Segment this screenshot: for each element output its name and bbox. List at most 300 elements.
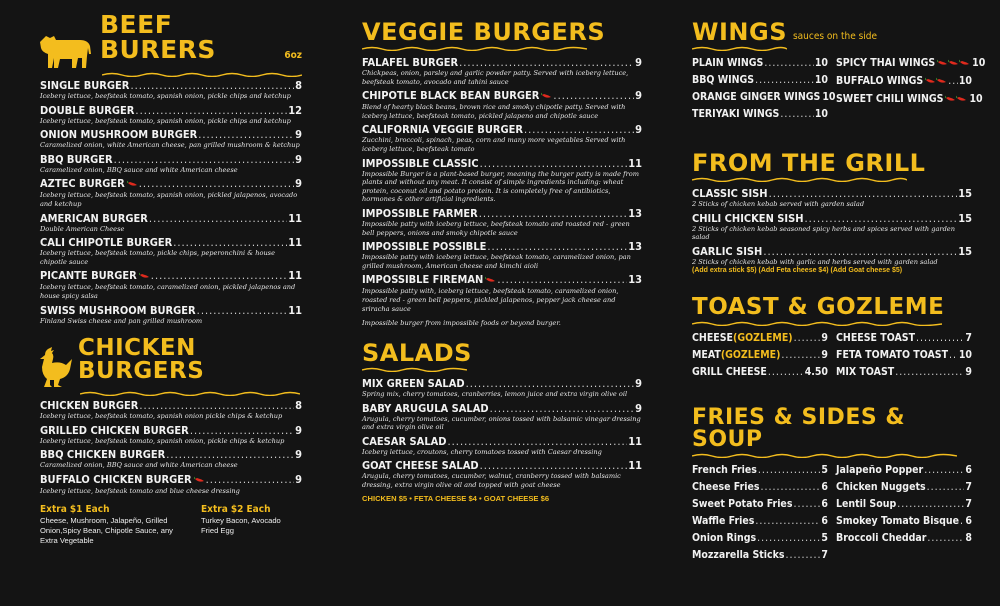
- menu-item-dots: [139, 400, 294, 412]
- menu-item-description: Iceberg lettuce, beefsteak tomato, caramelized onion, pickled jalapenos and house spicy salsa: [40, 283, 296, 300]
- menu-item-price: 11: [288, 236, 302, 250]
- chili-pepper-icon: [139, 271, 150, 283]
- menu-item-row: [40, 105, 302, 117]
- chili-pepper-icon: [945, 94, 967, 106]
- menu-item-row: [836, 93, 983, 106]
- menu-item-price: 9: [635, 401, 642, 415]
- menu-item-dots: [149, 213, 287, 225]
- menu-item-price: 9: [295, 472, 302, 486]
- wings-list: [692, 57, 986, 125]
- menu-item: [362, 460, 642, 489]
- menu-item-name: Onion Rings: [692, 532, 757, 545]
- menu-item: [692, 108, 828, 120]
- menu-item-name: DOUBLE BURGER: [40, 103, 135, 117]
- menu-item-row: [362, 274, 642, 287]
- menu-item: [692, 515, 828, 527]
- menu-item-dots: [769, 188, 958, 200]
- menu-item-dots: [761, 481, 821, 493]
- menu-item-dots: [916, 332, 964, 344]
- menu-item-name: Jalapeño Popper: [836, 464, 924, 477]
- menu-item-row: [692, 188, 972, 200]
- menu-item-dots: [924, 464, 964, 476]
- chili-pepper-icon: [485, 275, 496, 287]
- menu-item-price: 9: [821, 332, 828, 345]
- menu-item-name: CLASSIC SISH: [692, 187, 768, 200]
- salads-header: [362, 339, 642, 368]
- veggie-list: [362, 57, 642, 313]
- chili-pepper-icon: [194, 476, 205, 483]
- menu-item: [40, 425, 302, 446]
- menu-item-description: Double American Cheese: [40, 224, 125, 233]
- menu-item-row: [692, 532, 828, 544]
- wings-right: [836, 57, 986, 125]
- menu-item-name: PICANTE BURGER: [40, 269, 137, 283]
- menu-item-row: [692, 549, 828, 561]
- chili-pepper-icon: [948, 59, 959, 66]
- menu-item-price: 11: [628, 434, 642, 448]
- menu-item-tag: (GOZLEME): [733, 332, 793, 345]
- fries-title: FRIES & SIDES & SOUP: [692, 405, 906, 453]
- menu-item: [40, 129, 302, 150]
- menu-item-dots: [487, 241, 627, 253]
- menu-item-price: 10: [958, 75, 972, 87]
- menu-item-dots: [758, 464, 821, 476]
- menu-item: [40, 154, 302, 175]
- menu-item-price: 9: [295, 128, 302, 142]
- menu-item-row: [362, 158, 642, 170]
- menu-item-dots: [781, 349, 820, 361]
- menu-item-description: Caramelized onion, BBQ sauce and white American cheese: [40, 461, 238, 470]
- menu-item-description: Iceberg lettuce, beefsteak tomato, spanish onion pickle chips & ketchup: [40, 412, 283, 421]
- menu-item: [692, 74, 828, 86]
- menu-item: [836, 532, 972, 544]
- menu-item-price: 6: [965, 464, 972, 477]
- extra-2-block: [201, 504, 296, 546]
- menu-item-dots: [448, 436, 628, 448]
- chili-pepper-icon: [925, 76, 947, 88]
- chili-pepper-icon: [956, 95, 967, 102]
- menu-item-row: [692, 57, 828, 69]
- menu-item-name: IMPOSSIBLE FIREMAN: [362, 273, 484, 287]
- menu-item-row: [836, 366, 972, 378]
- menu-item-price: 6: [821, 498, 828, 511]
- menu-item-name: Lentil Soup: [836, 498, 897, 511]
- veggie-header: [362, 20, 642, 44]
- menu-item: [40, 213, 302, 234]
- grill-underline: [692, 177, 972, 182]
- chili-pepper-icon: [945, 95, 956, 102]
- menu-item: [362, 274, 642, 313]
- menu-item-description: Caramelized onion, white American cheese, pan grilled mushroom & ketchup: [40, 141, 300, 150]
- toast-right: [836, 332, 972, 383]
- toast-underline: [692, 321, 972, 326]
- chicken-list: [40, 400, 302, 495]
- menu-item-name: CHICKEN BURGER: [40, 399, 139, 413]
- chicken-underline: [80, 391, 302, 396]
- menu-item-row: [692, 246, 972, 258]
- menu-item-name: AMERICAN BURGER: [40, 211, 148, 225]
- grill-header: [692, 151, 972, 175]
- menu-item-price: 13: [628, 273, 642, 287]
- menu-item-price: 10: [969, 93, 983, 105]
- menu-item: [40, 474, 302, 496]
- menu-item-dots: [151, 270, 287, 282]
- menu-item-description: Iceberg lettuce, beefsteak tomato, spanish onion, pickle chips & ketchup: [40, 436, 285, 445]
- toast-header: [692, 296, 972, 319]
- menu-item-dots: [466, 378, 635, 390]
- menu-item-dots: [479, 208, 628, 220]
- chili-pepper-icon: [541, 92, 552, 99]
- column-right: [692, 0, 986, 566]
- menu-item: [362, 57, 642, 86]
- wings-header: [692, 20, 972, 44]
- menu-item-name: Waffle Fries: [692, 515, 755, 528]
- menu-item-price: 9: [295, 448, 302, 462]
- menu-item: [836, 75, 972, 88]
- veggie-underline: [362, 46, 642, 51]
- menu-item-price: 9: [295, 177, 302, 191]
- menu-item-description: 2 Sticks of chicken kebab served with garden salad: [692, 200, 865, 208]
- menu-item: [836, 498, 972, 510]
- menu-item: [40, 237, 302, 266]
- menu-item-row: [40, 154, 302, 166]
- fries-underline: [692, 453, 972, 458]
- wings-left: [692, 57, 836, 125]
- menu-item-description: Iceberg lettuce, beefsteak tomato, spanish onion, pickle chips and ketchup: [40, 116, 291, 125]
- menu-item-price: 7: [965, 332, 972, 345]
- menu-item: [40, 105, 302, 126]
- menu-item-name: CAESAR SALAD: [362, 434, 447, 448]
- menu-item-description: Caramelized onion, BBQ sauce and white American cheese: [40, 165, 238, 174]
- menu-item-name: IMPOSSIBLE POSSIBLE: [362, 240, 487, 254]
- chili-pepper-icon: [127, 180, 138, 187]
- menu-item-row: [836, 481, 972, 493]
- menu-item-row: [40, 129, 302, 141]
- menu-item-dots: [927, 481, 965, 493]
- menu-item-dots: [173, 237, 287, 249]
- menu-item-description: Finland Swiss cheese and pan grilled mushroom: [40, 316, 203, 325]
- menu-item: [836, 481, 972, 493]
- menu-item-dots: [480, 460, 628, 472]
- menu-item-description: Iceberg lettuce, beefsteak tomato, spanish onion, pickled jalapenos, avocado and ketchup: [40, 191, 298, 208]
- menu-item: [362, 158, 642, 204]
- menu-item-price: 15: [958, 244, 972, 258]
- menu-item-row: [362, 124, 642, 136]
- veggie-note: Impossible burger from impossible foods or beyond burger.: [362, 319, 561, 328]
- menu-item-row: [836, 515, 972, 527]
- menu-item-description: Impossible patty with iceberg lettuce, beefsteak tomato, caramelized onion, pan grilled mushroom, American cheese and kimchi aioli: [362, 253, 631, 270]
- menu-item-price: 15: [958, 211, 972, 225]
- menu-item: [362, 436, 642, 457]
- fries-header: [692, 407, 972, 451]
- salads-title: SALADS: [362, 339, 472, 368]
- menu-item: [836, 93, 983, 106]
- grill-list: [692, 188, 972, 266]
- menu-item-description: Arugula, cherry tomatoes, cucumber, walnut, cranberry tossed with balsamic dressing, extra virgin olive oil and topped with goat cheese: [362, 472, 621, 490]
- menu-item-price: 10: [814, 108, 828, 120]
- menu-item-dots: [553, 90, 634, 102]
- menu-item-dots: [897, 498, 964, 510]
- menu-item-price: 9: [635, 89, 642, 103]
- menu-item: [836, 464, 972, 476]
- menu-item-price: 6: [821, 481, 828, 494]
- menu-item-name: BUFFALO WINGS: [836, 75, 924, 87]
- menu-item-row: [362, 57, 642, 69]
- menu-item-row: [836, 464, 972, 476]
- menu-item-dots: [497, 274, 627, 286]
- beef-size-note: 6oz: [284, 50, 302, 61]
- menu-item-price: 6: [965, 515, 972, 528]
- menu-item-price: 4.50: [804, 366, 828, 379]
- menu-item-row: [362, 208, 642, 220]
- menu-item-name: CHIPOTLE BLACK BEAN BURGER: [362, 89, 540, 103]
- menu-item-description: Blend of hearty black beans, brown rice and smoky chipotle patty. Served with iceberg lettuce, beefsteak tomato, pickled jalapeno and chipotle sauce: [362, 103, 626, 120]
- menu-item-name: GRILL CHEESE: [692, 366, 767, 379]
- salads-underline: [362, 367, 642, 372]
- menu-item-name: BABY ARUGULA SALAD: [362, 401, 489, 415]
- menu-item-description: Iceberg lettuce, croutons, cherry tomatoes tossed with Caesar dressing: [362, 447, 602, 456]
- menu-item-row: [836, 532, 972, 544]
- menu-item-name: BBQ WINGS: [692, 74, 755, 86]
- menu-item-price: 10: [958, 349, 972, 362]
- salads-list: [362, 378, 642, 490]
- menu-item-name: FALAFEL BURGER: [362, 56, 459, 69]
- extra-1-block: [40, 504, 175, 546]
- menu-item-description: Arugula, cherry tomatoes, cucumber, onions tossed with balsamic vinegar dressing and extra virgin olive oil: [362, 414, 641, 432]
- menu-item-name: BBQ BURGER: [40, 152, 113, 166]
- menu-item-description: Spring mix, cherry tomatoes, cranberries, lemon juice and extra virgin olive oil: [362, 390, 628, 399]
- menu-item-dots: [198, 129, 294, 141]
- menu-item-tag: (GOZLEME): [720, 349, 781, 362]
- menu-item-row: [692, 498, 828, 510]
- menu-item-name: ORANGE GINGER WINGS: [692, 91, 821, 103]
- menu-item-dots: [480, 158, 628, 170]
- veggie-title: VEGGIE BURGERS: [362, 18, 606, 46]
- wings-underline: [692, 46, 972, 51]
- menu-item-price: 7: [965, 498, 972, 511]
- extra-1-title: Extra $1 Each: [40, 503, 110, 515]
- beef-header: [38, 12, 302, 70]
- menu-item-description: Chickpeas, onion, parsley and garlic powder patty. Served with iceberg lettuce, beefsteak tomato, avocado and tahini sauce: [362, 69, 629, 86]
- menu-item-name: Mozzarella Sticks: [692, 549, 785, 562]
- chili-pepper-icon: [936, 77, 947, 84]
- extra-1-text: Cheese, Mushroom, Jalapeño, Grilled Onion,Spicy Bean, Chipotle Sauce, any Extra Vegetable: [40, 515, 173, 545]
- menu-item-price: 13: [628, 206, 642, 220]
- menu-item-name: FETA TOMATO TOAST: [836, 349, 949, 362]
- menu-item: [692, 332, 828, 344]
- beef-list: [40, 80, 302, 325]
- menu-item-description: Impossible patty with, iceberg lettuce, beefsteak tomato, caramelized onion, roasted red - green bell peppers, pickled jalapenos, pepper jack cheese and sriracha sauce: [362, 287, 619, 313]
- menu-item-dots: [755, 74, 814, 86]
- menu-item: [692, 91, 836, 103]
- menu-item-dots: [490, 403, 635, 415]
- menu-item-row: [362, 90, 642, 103]
- menu-item-dots: [755, 515, 820, 527]
- menu-item-name: TERIYAKI WINGS: [692, 108, 780, 120]
- menu-item: [836, 332, 972, 344]
- menu-item-row: [362, 436, 642, 448]
- menu-item-dots: [960, 515, 964, 527]
- extra-2-title: Extra $2 Each: [201, 503, 271, 515]
- menu-item-price: 9: [965, 366, 972, 379]
- menu-item-name: MEAT: [692, 349, 721, 362]
- chili-pepper-icon: [937, 59, 948, 66]
- menu-item-name: SWEET CHILI WINGS: [836, 93, 944, 105]
- beef-title: BEEF BURERS: [100, 10, 216, 64]
- menu-item-dots: [135, 105, 287, 117]
- menu-item-price: 11: [288, 269, 302, 283]
- menu-item: [692, 549, 828, 561]
- menu-item-description: Impossible patty with iceberg lettuce, beefsteak tomato and roasted red - green bell peppers, onions and smoky chipotle sauce: [362, 219, 630, 237]
- wings-note: sauces on the side: [792, 31, 878, 42]
- menu-item-row: [692, 515, 828, 527]
- menu-item-name: ONION MUSHROOM BURGER: [40, 128, 198, 142]
- menu-item-dots: [786, 549, 821, 561]
- menu-item-price: 13: [628, 240, 642, 254]
- wings-title: WINGS: [692, 18, 787, 46]
- chili-pepper-icon: [959, 59, 970, 66]
- menu-item: [692, 532, 828, 544]
- menu-item-row: [40, 400, 302, 412]
- menu-item: [40, 400, 302, 421]
- menu-item-name: Sweet Potato Fries: [692, 498, 793, 511]
- toast-list: [692, 332, 972, 383]
- menu-item-description: 2 Sticks of chicken kebab seasoned spicy herbs and spices served with garden salad: [692, 224, 955, 242]
- menu-item-name: BBQ CHICKEN BURGER: [40, 448, 166, 462]
- menu-item: [836, 515, 972, 527]
- menu-item-row: [40, 237, 302, 249]
- chili-pepper-icon: [194, 475, 205, 487]
- chili-pepper-icon: [925, 77, 936, 84]
- menu-item-price: 8: [295, 399, 302, 413]
- menu-item-description: Iceberg lettuce, beefsteak tomato, spanish onion, pickle chips and ketchup: [40, 92, 291, 100]
- menu-item-row: [40, 270, 302, 283]
- extra-2-text: Turkey Bacon, Avocado Fried Egg: [201, 515, 281, 535]
- menu-item: [362, 241, 642, 270]
- menu-item: [362, 208, 642, 237]
- menu-item-row: [836, 349, 972, 361]
- chicken-title: CHICKEN BURGERS: [78, 335, 205, 385]
- menu-item: [836, 366, 972, 378]
- menu-item: [836, 349, 972, 361]
- menu-item-row: [692, 332, 828, 344]
- menu-item-row: [40, 80, 302, 92]
- chili-pepper-icon: [139, 272, 150, 279]
- menu-item-price: 11: [628, 459, 642, 473]
- menu-item: [40, 449, 302, 470]
- menu-item-dots: [757, 532, 820, 544]
- fries-list: [692, 464, 972, 566]
- menu-item-description: Zucchini, broccoli, spinach, peas, corn and many more vegetables Served with iceberg lettuce, beefsteak tomato: [362, 136, 626, 153]
- menu-item: [40, 178, 302, 208]
- menu-item: [40, 270, 302, 300]
- menu-item-price: 11: [628, 156, 642, 170]
- menu-item-name: CHILI CHICKEN SISH: [692, 211, 804, 225]
- menu-item-dots: [190, 425, 294, 437]
- menu-item-price: 6: [821, 515, 828, 528]
- menu-item-name: GOAT CHEESE SALAD: [362, 459, 479, 473]
- menu-item: [362, 403, 642, 432]
- menu-item-dots: [780, 108, 813, 120]
- menu-item-dots: [166, 449, 294, 461]
- menu-item-price: 11: [288, 211, 302, 225]
- menu-item-name: GARLIC SISH: [692, 244, 763, 258]
- menu-item-price: 10: [972, 57, 986, 69]
- menu-item-row: [40, 305, 302, 317]
- menu-item-row: [836, 75, 972, 88]
- menu-item-dots: [927, 532, 964, 544]
- menu-item: [40, 305, 302, 326]
- menu-item: [692, 188, 972, 209]
- menu-item-row: [692, 91, 836, 103]
- menu-item-price: 8: [295, 79, 302, 92]
- menu-item-row: [362, 403, 642, 415]
- menu-item-row: [692, 464, 828, 476]
- menu-item-price: 10: [822, 91, 836, 103]
- menu-item: [692, 349, 828, 361]
- chicken-icon: [38, 347, 72, 389]
- menu-item-price: 9: [635, 377, 642, 391]
- menu-item-row: [40, 474, 302, 487]
- menu-item: [692, 464, 828, 476]
- chili-pepper-icon: [937, 58, 970, 70]
- menu-item-description: 2 Sticks of chicken kebab with garlic and herbs served with garden salad: [692, 257, 938, 266]
- menu-item-price: 5: [821, 532, 828, 545]
- menu-item-row: [362, 378, 642, 390]
- menu-item-price: 9: [295, 423, 302, 437]
- beef-underline: [102, 72, 302, 77]
- menu-item-price: 8: [965, 532, 972, 545]
- menu-item-name: SINGLE BURGER: [40, 79, 130, 92]
- menu-item-name: CALI CHIPOTLE BURGER: [40, 236, 173, 250]
- menu-item-price: 9: [635, 123, 642, 137]
- menu-item-name: MIX TOAST: [836, 366, 895, 379]
- menu-item-row: [836, 332, 972, 344]
- menu-item-price: 9: [635, 56, 642, 69]
- menu-item-row: [362, 241, 642, 253]
- menu-item-dots: [805, 213, 958, 225]
- menu-item-row: [40, 449, 302, 461]
- salad-addons: CHICKEN $5 • FETA CHEESE $4 • GOAT CHEESE $6: [362, 493, 550, 503]
- cow-icon: [38, 28, 94, 70]
- menu-item-row: [40, 213, 302, 225]
- menu-item-name: GRILLED CHICKEN BURGER: [40, 423, 189, 437]
- menu-item-dots: [114, 154, 294, 166]
- chili-pepper-icon: [541, 91, 552, 103]
- menu-item-row: [692, 108, 828, 120]
- menu-item-name: MIX GREEN SALAD: [362, 377, 465, 391]
- menu-item-name: Smokey Tomato Bisque: [836, 515, 959, 528]
- column-middle: [362, 0, 642, 503]
- menu-item-price: 11: [288, 303, 302, 317]
- menu-item-name: AZTEC BURGER: [40, 177, 125, 191]
- menu-item-price: 5: [821, 464, 828, 477]
- menu-item-name: CALIFORNIA VEGGIE BURGER: [362, 123, 524, 137]
- menu-item-name: PLAIN WINGS: [692, 57, 764, 69]
- menu-item: [362, 378, 642, 399]
- menu-item-dots: [949, 349, 958, 361]
- menu-item-name: CHEESE: [692, 332, 734, 345]
- menu-item-name: French Fries: [692, 464, 757, 477]
- menu-item: [40, 80, 302, 101]
- menu-item: [692, 246, 972, 267]
- menu-item: [692, 57, 828, 69]
- menu-item-name: IMPOSSIBLE FARMER: [362, 206, 478, 220]
- menu-item: [692, 481, 828, 493]
- menu-item-price: 7: [821, 549, 828, 562]
- chicken-extras: [40, 504, 302, 546]
- menu-item-dots: [197, 305, 288, 317]
